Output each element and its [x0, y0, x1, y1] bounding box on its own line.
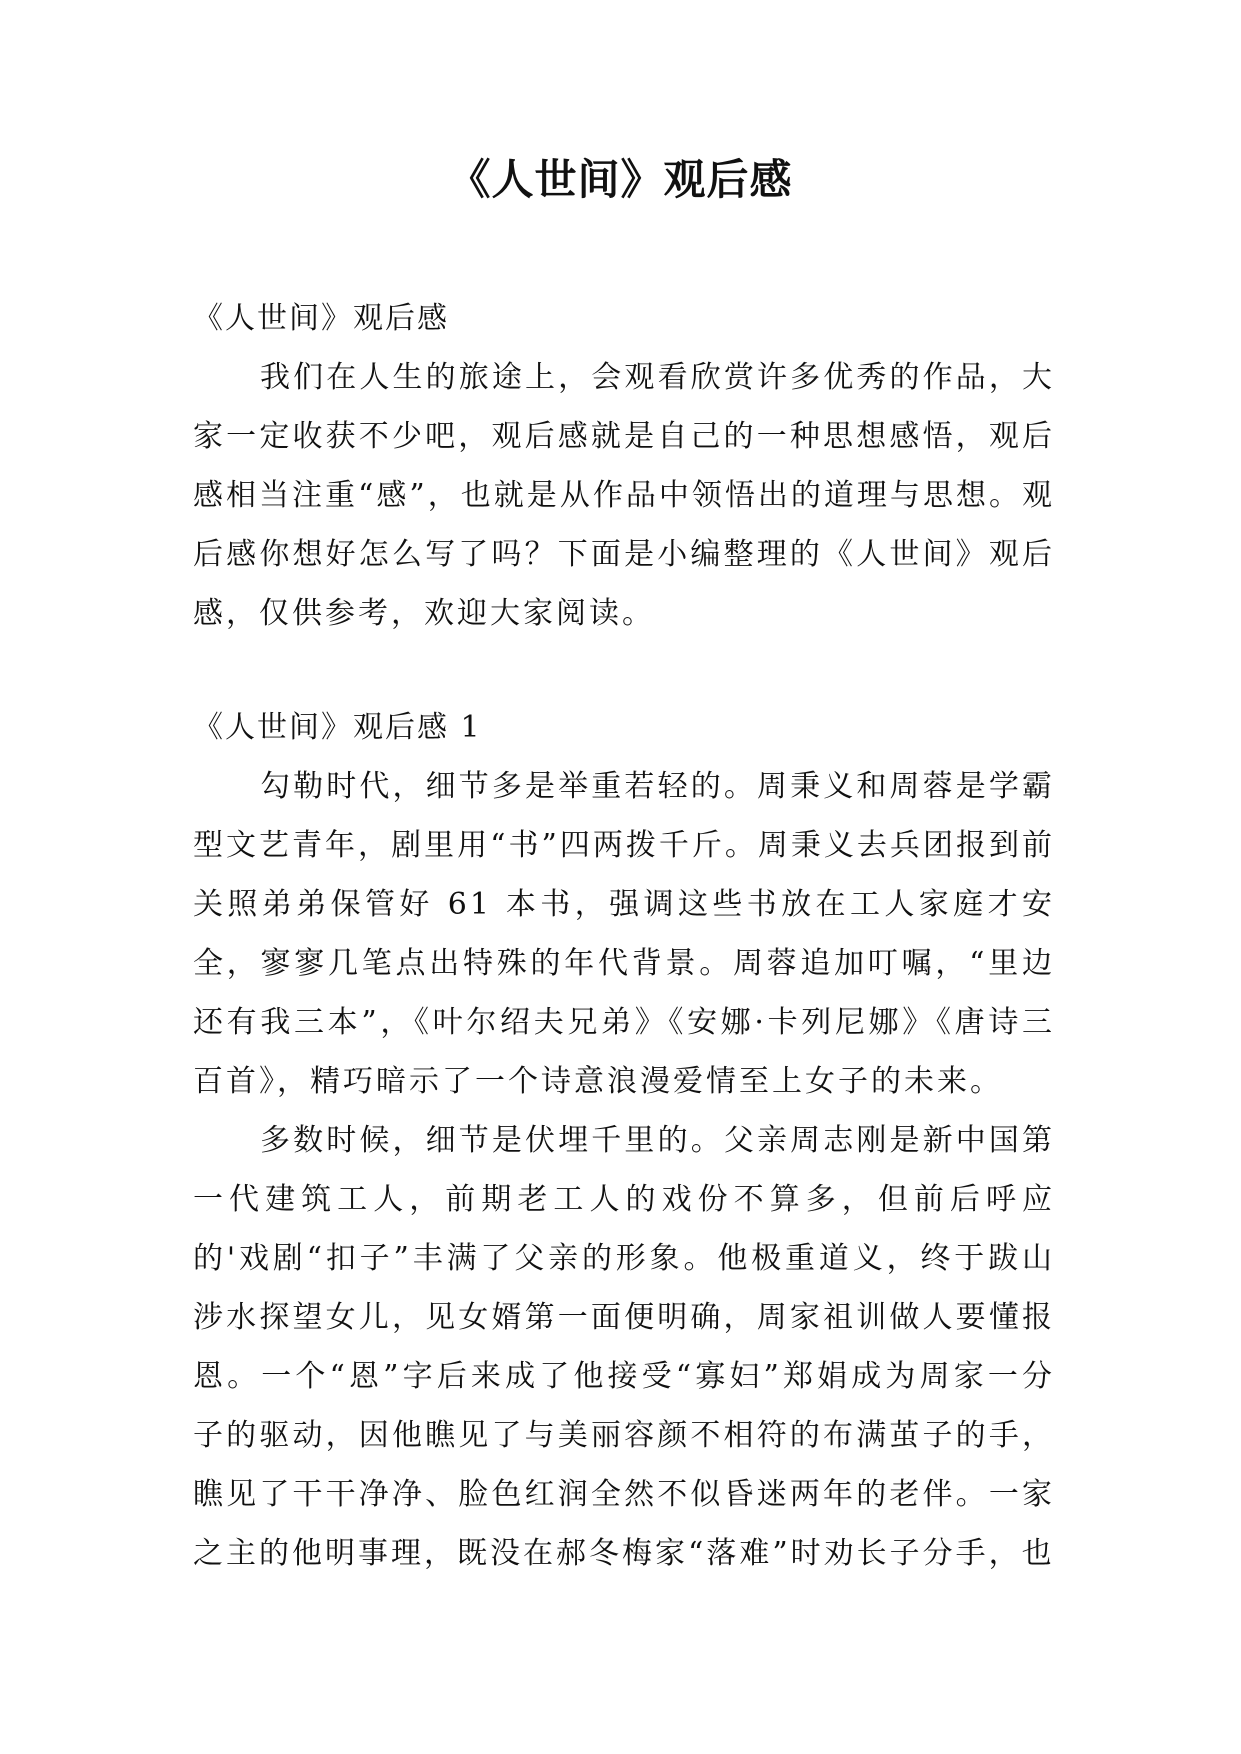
section-1 — [193, 698, 1055, 1583]
section-1-paragraph-2: 多数时候，细节是伏埋千里的。父亲周志刚是新中国第一代建筑工人，前期老工人的戏份不算多，但前后呼应的'戏剧“扣子”丰满了父亲的形象。他极重道义，终于跋山涉水探望女儿，见女婿第一面便明确，周家祖训做人要懂报恩。一个“恩”字后来成了他接受“寡妇”郑娟成为周家一分子的驱动，因他瞧见了与美丽容颜不相符的布满茧子的手，瞧见了干干净净、脸色红润全然不似昏迷两年的老伴。一家之主的他明事理，既没在郝冬梅家“落难”时劝长子分手，也 — [193, 1123, 1055, 1571]
document-title: 《人世间》观后感 — [448, 155, 793, 204]
intro-heading: 《人世间》观后感 — [193, 301, 449, 336]
intro-paragraph: 我们在人生的旅途上，会观看欣赏许多优秀的作品，大家一定收获不少吧，观后感就是自己的一种思想感悟，观后感相当注重“感”，也就是从作品中领悟出的道理与思想。观后感你想好怎么写了吗？下面是小编整理的《人世间》观后感，仅供参考，欢迎大家阅读。 — [193, 360, 1055, 631]
section-1-heading: 《人世间》观后感 1 — [193, 710, 482, 745]
section-1-paragraph-1: 勾勒时代，细节多是举重若轻的。周秉义和周蓉是学霸型文艺青年，剧里用“书”四两拨千斤。周秉义去兵团报到前关照弟弟保管好 61 本书，强调这些书放在工人家庭才安全，寥寥几笔点出特殊的年代背景。周蓉追加叮嘱，“里边还有我三本”，《叶尔绍夫兄弟》《安娜·卡列尼娜》《唐诗三百首》，精巧暗示了一个诗意浪漫爱情至上女子的未来。 — [193, 769, 1055, 1099]
intro-section — [193, 289, 1055, 643]
